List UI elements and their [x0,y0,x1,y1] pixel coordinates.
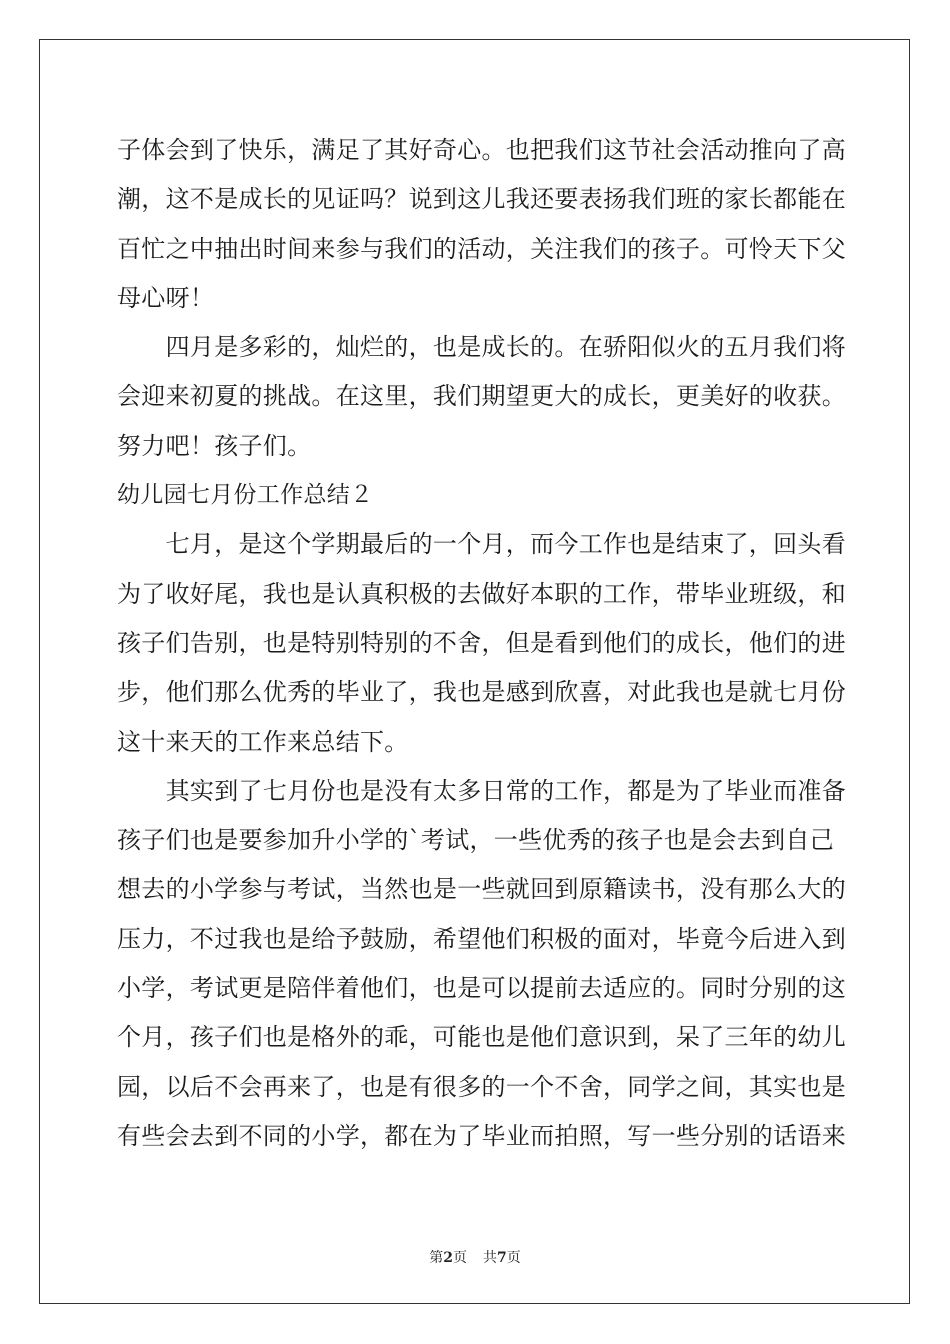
text-line: 孩子们也是要参加升小学的`考试，一些优秀的孩子也是会去到自己 [117,826,834,855]
text-line: 七月，是这个学期最后的一个月，而今工作也是结束了，回头看 [117,530,846,559]
text-line: 潮，这不是成长的见证吗？说到这儿我还要表扬我们班的家长都能在 [117,185,846,214]
text-line: 努力吧！孩子们。 [117,431,312,460]
section-heading: 幼儿园七月份工作总结２ [117,482,374,509]
text-line: 小学，考试更是陪伴着他们，也是可以提前去适应的。同时分别的这 [117,974,846,1003]
text-line: 想去的小学参与考试，当然也是一些就回到原籍读书，没有那么大的 [117,875,846,904]
page-total: 共7页 [483,1250,521,1266]
page-number: 第2页 [429,1250,467,1266]
text-line: 园，以后不会再来了，也是有很多的一个不舍，同学之间，其实也是 [117,1072,846,1101]
document-body [117,126,846,1161]
text-line: 步，他们那么优秀的毕业了，我也是感到欣喜，对此我也是就七月份 [117,678,846,707]
text-line: 孩子们告别，也是特别特别的不舍，但是看到他们的成长，他们的进 [117,628,846,657]
text-line: 其实到了七月份也是没有太多日常的工作，都是为了毕业而准备 [117,776,846,805]
text-line: 有些会去到不同的小学，都在为了毕业而拍照，写一些分别的话语来 [117,1121,846,1150]
page-footer [0,1247,950,1267]
text-line: 子体会到了快乐，满足了其好奇心。也把我们这节社会活动推向了高 [117,136,846,164]
text-line: 为了收好尾，我也是认真积极的去做好本职的工作，带毕业班级，和 [117,579,846,608]
text-line: 个月，孩子们也是格外的乖，可能也是他们意识到，呆了三年的幼儿 [117,1023,846,1052]
text-line: 母心呀！ [117,283,215,312]
text-line: 会迎来初夏的挑战。在这里，我们期望更大的成长，更美好的收获。 [117,382,846,411]
text-line: 压力，不过我也是给予鼓励，希望他们积极的面对，毕竟今后进入到 [117,924,846,953]
text-line: 百忙之中抽出时间来参与我们的活动，关注我们的孩子。可怜天下父 [117,234,846,263]
text-line: 四月是多彩的，灿烂的，也是成长的。在骄阳似火的五月我们将 [117,333,846,362]
text-line: 这十来天的工作来总结下。 [117,727,409,756]
